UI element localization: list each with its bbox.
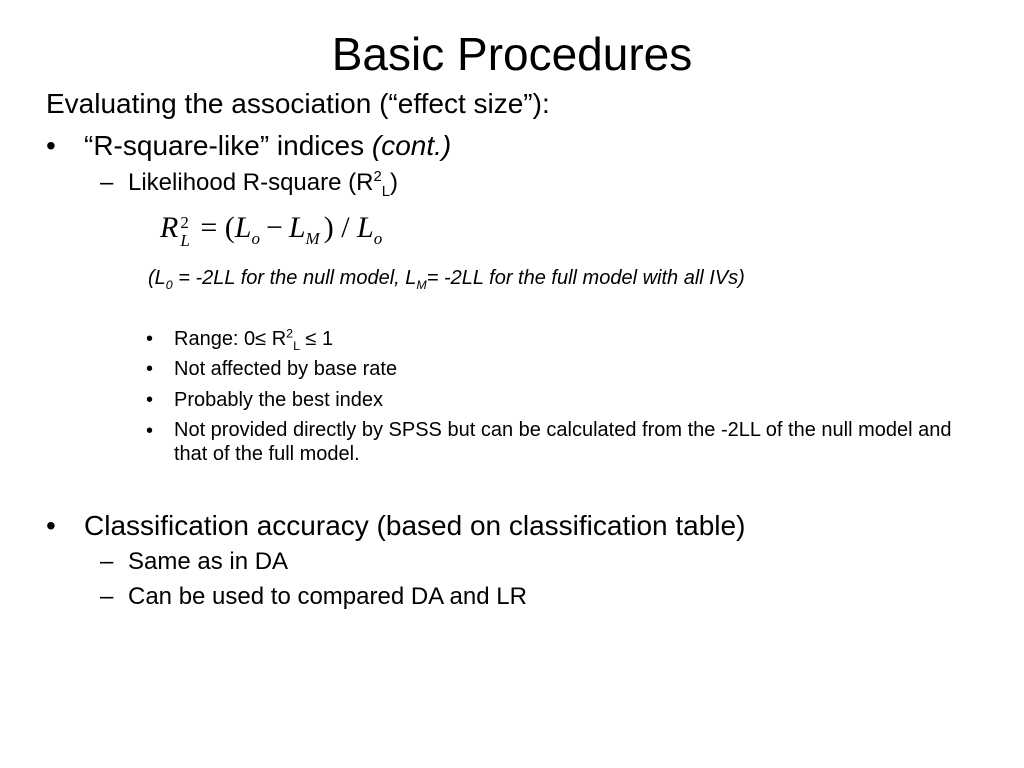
point-best-index <box>146 387 384 413</box>
note-part-3: = -2LL for the full model with all IVs) <box>426 267 745 289</box>
range-sub: L <box>293 339 300 353</box>
bullet-icon: • <box>146 420 154 442</box>
bullet-italic-suffix: (cont.) <box>371 130 452 161</box>
intro-text: Evaluating the association (“effect size”): <box>46 88 550 119</box>
point-text: Probably the best index <box>174 389 384 411</box>
label-sub: L <box>381 183 391 200</box>
formula-l3-sub: o <box>373 229 383 248</box>
sub-item-likelihood-r-square <box>100 168 399 200</box>
slide-title: Basic Procedures <box>331 28 693 80</box>
formula-r: R <box>160 211 179 244</box>
sub-item-compare-da-lr <box>100 582 527 612</box>
dash-icon: – <box>100 548 114 575</box>
range-prefix: Range: 0≤ R <box>174 328 287 350</box>
label-sup: 2 <box>373 169 382 185</box>
point-spss <box>146 418 966 472</box>
bullet-classification-accuracy <box>46 508 746 544</box>
formula-l1: L <box>234 211 252 244</box>
range-suffix: ≤ 1 <box>299 328 334 350</box>
note-sub-2: M <box>416 278 427 292</box>
note-part-2: = -2LL for the null model, L <box>172 267 417 289</box>
dash-icon: – <box>100 583 114 610</box>
sub-item-same-as-da <box>100 547 289 577</box>
sub-item-text: Can be used to compared DA and LR <box>128 583 527 610</box>
label-suffix: ) <box>390 169 399 196</box>
point-text: Not provided directly by SPSS but can be calculated from the -2LL of the null model and that of the full model. <box>174 419 952 465</box>
formula-l2: L <box>288 211 306 244</box>
dash-icon: – <box>100 169 114 196</box>
formula-minus: − <box>265 211 283 244</box>
formula-r-sub: L <box>180 231 190 250</box>
range-sup: 2 <box>286 326 294 341</box>
bullet-r-square-like <box>46 128 452 164</box>
bullet-icon: • <box>46 130 56 161</box>
bullet-text: “R-square-like” indices <box>84 130 372 161</box>
note-part-1: (L <box>148 267 166 289</box>
formula-close-div: ) / <box>323 211 358 244</box>
bullet-text: Classification accuracy (based on classification table) <box>84 510 746 541</box>
point-text: Not affected by base rate <box>174 358 398 380</box>
note-sub-1: 0 <box>165 278 173 292</box>
formula-l3: L <box>357 211 374 244</box>
label-prefix: Likelihood R-square (R <box>128 169 374 196</box>
bullet-icon: • <box>46 510 56 541</box>
formula-r-sup: 2 <box>180 213 189 232</box>
bullet-icon: • <box>146 358 154 380</box>
bullet-icon: • <box>146 389 154 411</box>
sub-item-text: Same as in DA <box>128 548 289 575</box>
formula-l1-sub: o <box>251 229 260 248</box>
bullet-icon: • <box>146 328 154 350</box>
formula-eq: = ( <box>200 211 235 244</box>
point-base-rate <box>146 356 398 382</box>
formula-note <box>148 264 745 292</box>
likelihood-r-square-formula <box>160 208 382 259</box>
formula-l2-sub: M <box>305 229 320 248</box>
